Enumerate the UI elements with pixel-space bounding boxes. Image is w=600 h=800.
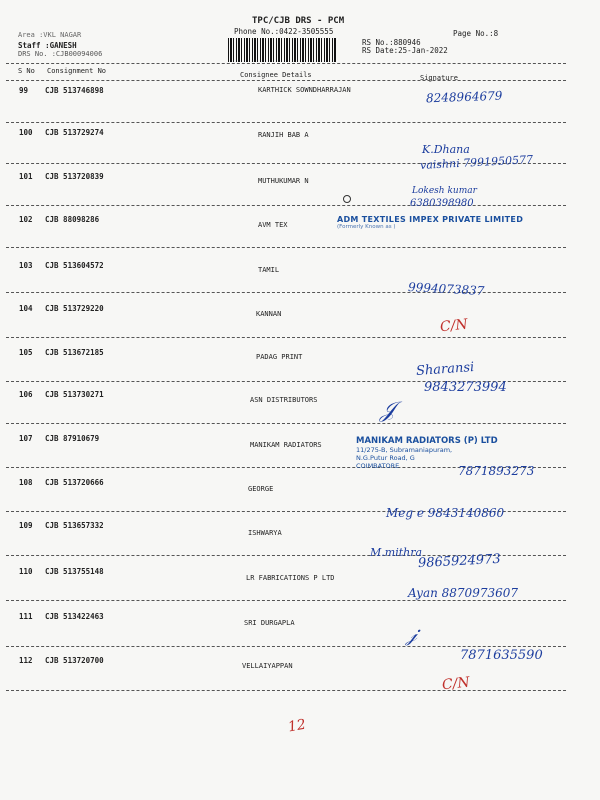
- row-consignee: AVM TEX: [258, 221, 288, 229]
- stamp-line: 11/275-B, Subramaniapuram,: [356, 446, 453, 454]
- row-sno: 100: [19, 128, 33, 137]
- handwritten-phone: vaishni 7991950577: [419, 153, 534, 172]
- table-row: [0, 390, 600, 434]
- stamp-line: (Formerly Known as ): [337, 224, 396, 230]
- row-divider: [6, 646, 566, 647]
- area-label: Area :VKL NAGAR: [18, 31, 82, 39]
- stamp-circle-mark: [343, 195, 351, 203]
- drs-number: DRS No. :CJB00094006: [18, 50, 103, 58]
- row-consignee: VELLAIYAPPAN: [242, 662, 293, 670]
- row-sno: 105: [19, 348, 33, 357]
- row-sno: 101: [19, 172, 33, 181]
- stamp-title: ADM TEXTILES IMPEX PRIVATE LIMITED: [337, 215, 524, 224]
- handwritten-cn-mark: C/N: [441, 674, 471, 694]
- row-divider: [6, 122, 566, 123]
- row-sno: 109: [19, 521, 33, 530]
- company-stamp: [337, 215, 523, 230]
- row-consignee: LR FABRICATIONS P LTD: [246, 574, 335, 582]
- column-divider: [6, 80, 566, 81]
- row-consignment: CJB 88098286: [45, 215, 100, 224]
- stamp-line: COIMBATORE: [356, 462, 400, 470]
- col-consignment: Consignment No: [47, 67, 107, 75]
- row-consignee: MANIKAM RADIATORS: [250, 441, 322, 449]
- handwritten-phone: Ayan 8870973607: [408, 586, 519, 600]
- col-consignee: Consignee Details: [240, 71, 312, 79]
- row-consignment: CJB 513720700: [45, 656, 104, 665]
- row-consignee: KANNAN: [256, 310, 282, 318]
- handwritten-cn-mark: C/N: [439, 316, 469, 336]
- row-sno: 103: [19, 261, 33, 270]
- row-consignee: TAMIL: [258, 266, 280, 274]
- row-divider: [6, 600, 566, 601]
- table-row: [0, 261, 600, 305]
- handwritten-phone: 6380398980: [410, 198, 474, 209]
- handwritten-phone: 9843273994: [424, 380, 507, 395]
- row-consignee: KARTHICK SOWNDHARRAJAN: [258, 86, 351, 94]
- stamp-title: MANIKAM RADIATORS (P) LTD: [356, 436, 498, 446]
- row-consignment: CJB 513755148: [45, 567, 104, 576]
- row-sno: 107: [19, 434, 33, 443]
- handwritten-phone: 7871635590: [460, 648, 543, 663]
- row-consignment: CJB 513604572: [45, 261, 104, 270]
- table-row: [0, 478, 600, 522]
- handwritten-signature-scribble: 𝒿: [406, 622, 417, 646]
- row-consignment: CJB 513657332: [45, 521, 104, 530]
- col-signature: Signature: [420, 74, 458, 82]
- row-consignment: CJB 513422463: [45, 612, 104, 621]
- row-consignee: SRI DURGAPLA: [244, 619, 295, 627]
- row-sno: 104: [19, 304, 33, 313]
- row-sno: 102: [19, 215, 33, 224]
- row-consignee: ASN DISTRIBUTORS: [250, 396, 318, 404]
- handwritten-signature: Sharansi: [415, 359, 475, 380]
- row-consignment: CJB 513729220: [45, 304, 104, 313]
- phone-number: Phone No.:0422-3505555: [234, 27, 334, 36]
- row-consignee: ISHWARYA: [248, 529, 282, 537]
- row-consignment: CJB 87910679: [45, 434, 100, 443]
- table-row: [0, 348, 600, 392]
- handwritten-signature: Lokesh kumar: [412, 186, 477, 196]
- row-consignment: CJB 513720666: [45, 478, 104, 487]
- row-sno: 110: [19, 567, 33, 576]
- handwritten-signature: M.mithra: [370, 546, 423, 559]
- row-divider: [6, 337, 566, 338]
- col-sno: S No: [18, 67, 35, 75]
- handwritten-page-mark: 12: [286, 716, 308, 736]
- handwritten-signature-scribble: 𝒥: [380, 398, 396, 423]
- row-consignee: MUTHUKUMAR N: [258, 177, 309, 185]
- table-row: [0, 86, 600, 130]
- row-sno: 112: [19, 656, 33, 665]
- handwritten-phone: Meg e 9843140860: [386, 506, 505, 520]
- row-consignment: CJB 513729274: [45, 128, 104, 137]
- row-sno: 99: [19, 86, 29, 95]
- sheet-title: TPC/CJB DRS - PCM: [252, 16, 345, 26]
- rs-date: RS Date:25-Jan-2022: [362, 46, 448, 55]
- header-divider: [6, 63, 566, 64]
- handwritten-signature: 8248964679: [425, 88, 503, 106]
- row-sno: 108: [19, 478, 33, 487]
- row-consignment: CJB 513720839: [45, 172, 104, 181]
- row-consignee: RANJIH BAB A: [258, 131, 309, 139]
- table-row: [0, 172, 600, 216]
- row-consignment: CJB 513672185: [45, 348, 104, 357]
- stamp-line: N.G.Putur Road, G: [356, 454, 415, 462]
- row-consignment: CJB 513746898: [45, 86, 104, 95]
- handwritten-signature: K.Dhana: [422, 143, 470, 156]
- row-consignment: CJB 513730271: [45, 390, 104, 399]
- barcode: [228, 38, 336, 62]
- row-sno: 106: [19, 390, 33, 399]
- row-divider: [6, 247, 566, 248]
- row-divider: [6, 690, 566, 691]
- handwritten-phone: 9865924973: [417, 551, 502, 572]
- row-consignee: PADAG PRINT: [256, 353, 303, 361]
- handwritten-phone: 9994073837: [407, 280, 485, 298]
- table-row: [0, 521, 600, 565]
- row-divider: [6, 205, 566, 206]
- rs-number: RS No.:880946: [362, 38, 421, 47]
- row-sno: 111: [19, 612, 33, 621]
- row-divider: [6, 423, 566, 424]
- staff-label: Staff :GANESH: [18, 41, 77, 50]
- page-number: Page No.:8: [453, 29, 499, 38]
- table-row: [0, 304, 600, 348]
- row-consignee: GEORGE: [248, 485, 274, 493]
- handwritten-phone: 7871893273: [458, 464, 535, 478]
